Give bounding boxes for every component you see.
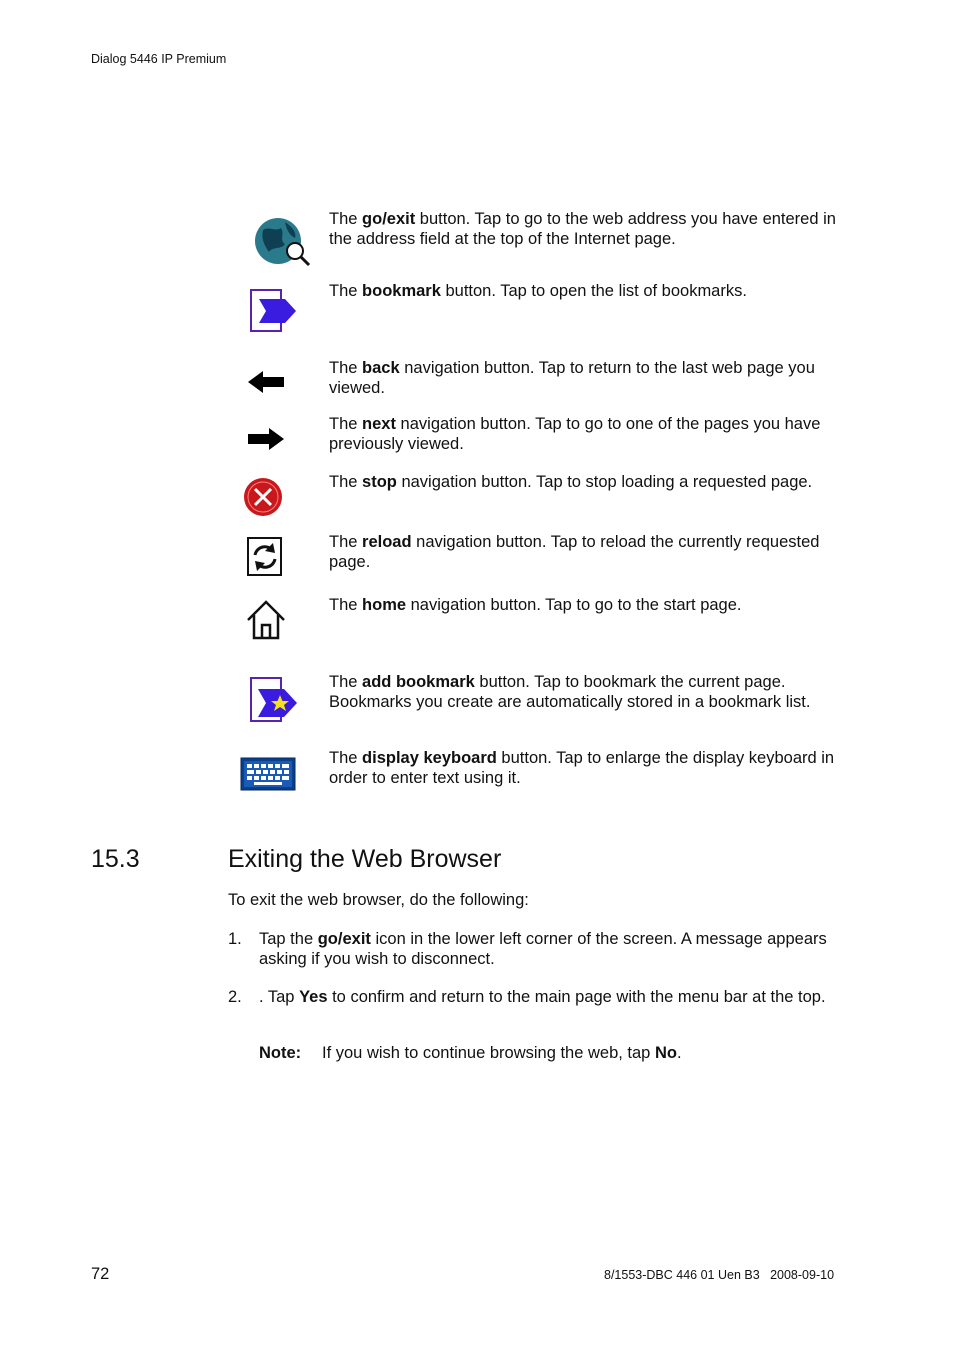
stop-icon [242, 476, 284, 518]
add-bookmark-icon [248, 675, 300, 725]
back-description: The back navigation button. Tap to return to the last web page you viewed. [329, 359, 815, 397]
home-icon [245, 598, 287, 642]
next-description: The next navigation button. Tap to go to one of the pages you have previously viewed. [329, 415, 821, 453]
keyboard-icon [239, 756, 297, 792]
note-text: If you wish to continue browsing the web, tap No. [322, 1044, 682, 1062]
bookmark-icon [248, 287, 300, 335]
step-text: . Tap Yes to confirm and return to the main page with the menu bar at the top. [259, 988, 826, 1006]
running-header: Dialog 5446 IP Premium [91, 52, 227, 66]
document-reference: 8/1553-DBC 446 01 Uen B3 2008-09-10 [604, 1268, 835, 1282]
page-number: 72 [91, 1265, 110, 1283]
bookmark-description: The bookmark button. Tap to open the list of bookmarks. [329, 282, 747, 300]
section-title: Exiting the Web Browser [228, 845, 502, 873]
add-bookmark-description: The add bookmark button. Tap to bookmark the current page. Bookmarks you create are automatically stored in a bookmark list. [329, 673, 811, 711]
back-arrow-icon [246, 369, 286, 395]
step-number: 2. [228, 988, 242, 1006]
reload-description: The reload navigation button. Tap to reload the currently requested page. [329, 533, 820, 571]
stop-description: The stop navigation button. Tap to stop loading a requested page. [329, 473, 813, 491]
step-text: Tap the go/exit icon in the lower left corner of the screen. A message appears asking if you wish to disconnect. [259, 930, 827, 968]
next-arrow-icon [246, 426, 286, 452]
reload-icon [245, 535, 285, 579]
globe-magnifier-icon [250, 214, 314, 268]
home-description: The home navigation button. Tap to go to the start page. [329, 596, 742, 614]
section-number: 15.3 [91, 845, 140, 873]
go-exit-description: The go/exit button. Tap to go to the web address you have entered in the address field at the top of the Internet page. [329, 210, 836, 248]
display-keyboard-description: The display keyboard button. Tap to enlarge the display keyboard in order to enter text using it. [329, 749, 835, 787]
section-intro: To exit the web browser, do the following: [228, 891, 529, 909]
note-label: Note: [259, 1044, 302, 1062]
step-number: 1. [228, 930, 242, 948]
